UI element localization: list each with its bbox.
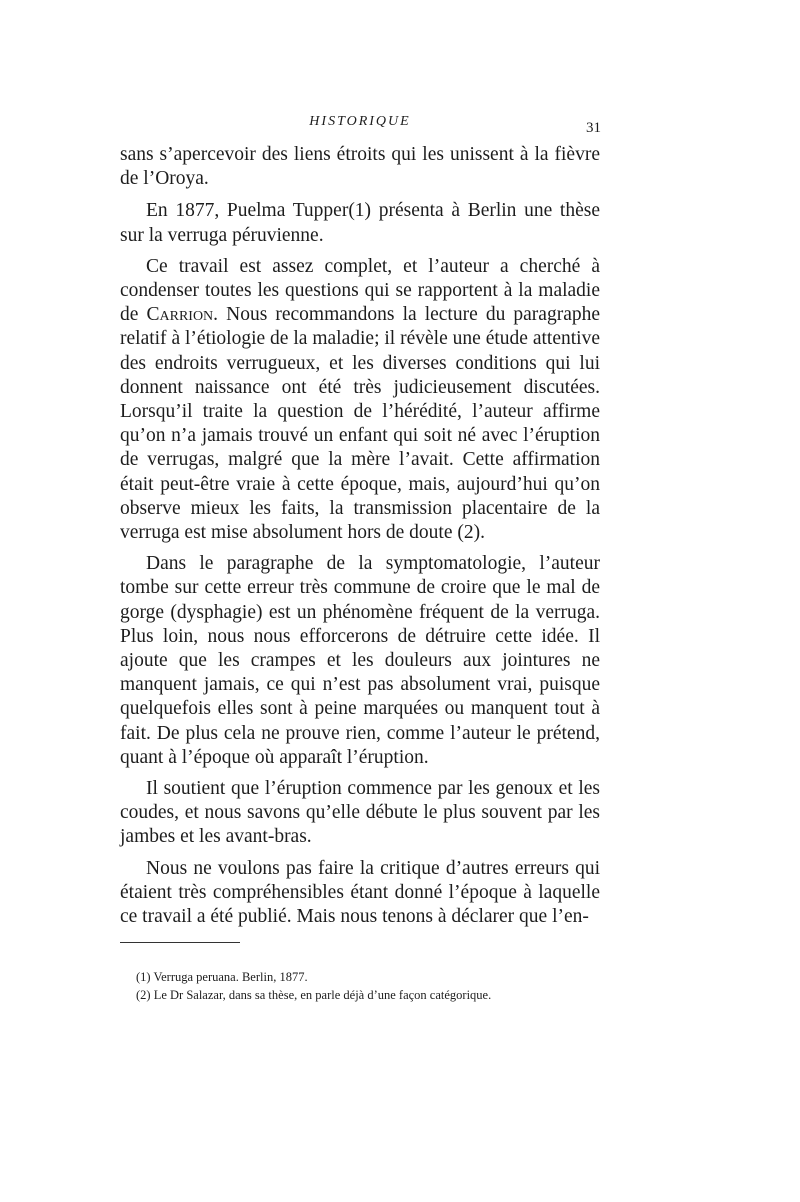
footnote-1: (1) Verruga peruana. Berlin, 1877.	[136, 970, 308, 984]
paragraph-3	[120, 255, 600, 545]
paragraph-4: Dans le paragraphe de la symptomatologie, l’auteur tombe sur cette erreur très commune de croire que le mal de gorge (dysphagie) est un phénomène fréquent de la verruga. Plus loin, nous nous efforcerons de détruire cette idée. Il ajoute que les crampes et les douleurs aux jointures ne manquent jamais, ce qui n’est pas absolument vrai, puisque quelquefois elles sont à peine marquées ou manquent tout à fait. De plus cela ne prouve rien, comme l’auteur le prétend, quant à l’époque où apparaît l’éruption.	[120, 553, 600, 768]
running-title: HISTORIQUE	[309, 114, 411, 129]
footnotes	[136, 968, 596, 1004]
paragraph-1: sans s’apercevoir des liens étroits qui les unissent à la fièvre de l’Oroya.	[120, 144, 600, 190]
footnote-divider	[120, 942, 240, 943]
footnote-2: (2) Le Dr Salazar, dans sa thèse, en parle déjà d’une façon catégorique.	[136, 988, 492, 1002]
main-text	[120, 143, 600, 936]
paragraph-3-start: Ce travail est assez complet, et l’auteur a cherché à condenser toutes les questions qui se rapportent à la maladie de	[120, 255, 600, 326]
author-name-carrion: Carrion	[146, 304, 214, 326]
paragraph-3-rest: . Nous recommandons la lecture du paragraphe relatif à l’étiologie de la maladie; il révèle une étude attentive des endroits verrugueux, et les diverses conditions qui lui donnent naissance ont été très judicieusement discutées. Lorsqu’il traite la question de l’hérédité, l’auteur affirme qu’on n’a jamais trouvé un enfant qui soit né avec l’éruption de verrugas, malgré que la mère l’avait. Cette affirmation était peut-être vraie à cette époque, mais, aujourd’hui qu’on observe mieux les faits, la transmission placentaire de la verruga est mise absolument hors de doute (2).	[120, 304, 601, 544]
paragraph-5: Il soutient que l’éruption commence par les genoux et les coudes, et nous savons qu’elle débute le plus souvent par les jambes et les avant-bras.	[120, 778, 600, 848]
paragraph-2: En 1877, Puelma Tupper(1) présenta à Berlin une thèse sur la verruga péruvienne.	[120, 200, 600, 246]
page-number: 31	[586, 120, 601, 136]
paragraph-6: Nous ne voulons pas faire la critique d’autres erreurs qui étaient très compréhensibles étant donné l’époque à laquelle ce travail a été publié. Mais nous tenons à déclarer que l’en-	[120, 857, 600, 928]
